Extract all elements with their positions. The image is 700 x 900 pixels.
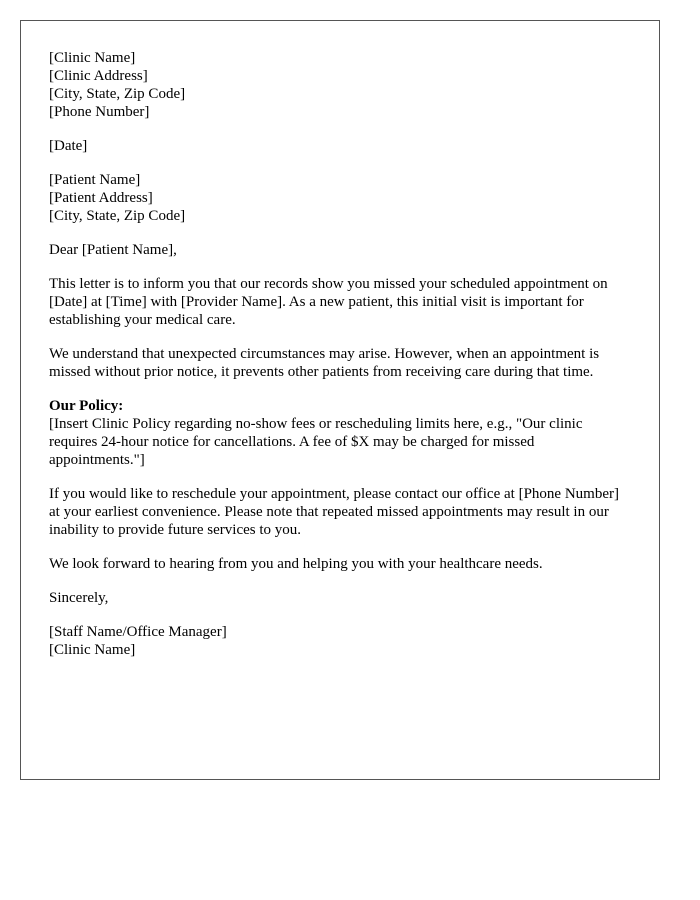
sender-address-block: [49, 49, 629, 121]
sender-clinic-address: [Clinic Address]: [49, 68, 148, 84]
signature-block: [49, 623, 629, 659]
policy-heading: Our Policy:: [49, 398, 124, 414]
understanding-paragraph: We understand that unexpected circumstances may arise. However, when an appointment is missed without prior notice, it prevents other patients from receiving care during that time.: [49, 346, 600, 380]
letter-frame: [20, 20, 660, 780]
sender-clinic-name: [Clinic Name]: [49, 50, 136, 66]
policy-text: [Insert Clinic Policy regarding no-show fees or rescheduling limits here, e.g., "Our clinic requires 24-hour notice for cancellations. A fee of $X may be charged for missed appointments."]: [49, 416, 583, 468]
reschedule-paragraph: If you would like to reschedule your appointment, please contact our office at [Phone Number] at your earliest convenience. Please note that repeated missed appointments may result in our inability to provide future services to you.: [49, 486, 619, 538]
recipient-patient-name: [Patient Name]: [49, 172, 141, 188]
salutation: Dear [Patient Name],: [49, 242, 177, 258]
sender-city-state-zip: [City, State, Zip Code]: [49, 86, 186, 102]
intro-paragraph: This letter is to inform you that our records show you missed your scheduled appointment on [Date] at [Time] with [Provider Name]. As a new patient, this initial visit is important for establishing your medical care.: [49, 276, 608, 328]
letter-date: [Date]: [49, 138, 88, 154]
policy-section: [49, 397, 629, 469]
recipient-address-block: [49, 171, 629, 225]
closing: Sincerely,: [49, 590, 109, 606]
recipient-city-state-zip: [City, State, Zip Code]: [49, 208, 186, 224]
date-block: [49, 137, 629, 155]
sender-phone: [Phone Number]: [49, 104, 150, 120]
letter-body: [49, 49, 629, 675]
signature-clinic-name: [Clinic Name]: [49, 642, 136, 658]
closing-remark-paragraph: We look forward to hearing from you and helping you with your healthcare needs.: [49, 556, 543, 572]
signature-staff-name: [Staff Name/Office Manager]: [49, 624, 227, 640]
recipient-patient-address: [Patient Address]: [49, 190, 153, 206]
